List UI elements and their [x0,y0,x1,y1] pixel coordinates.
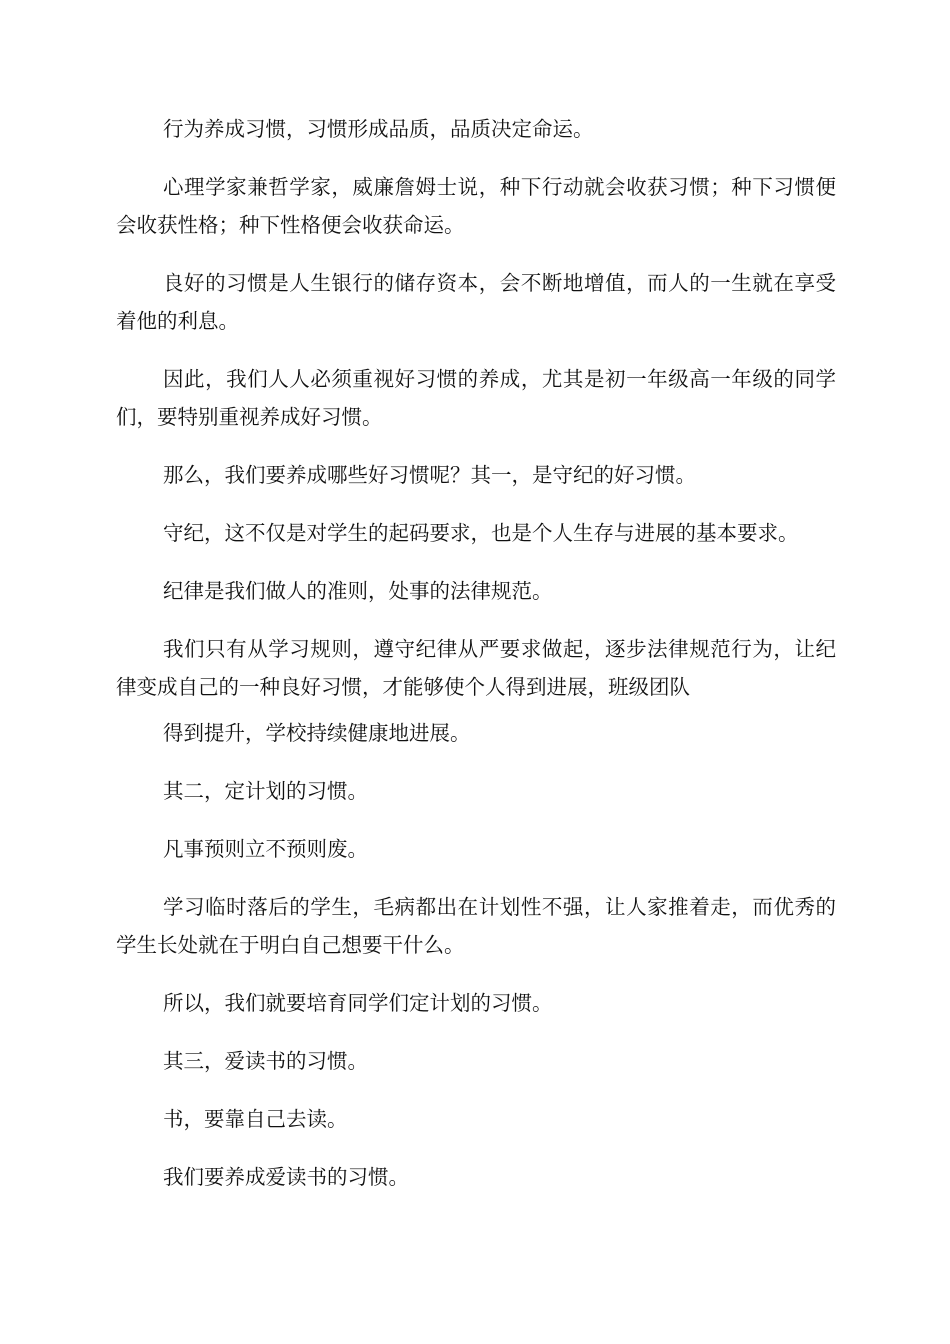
paragraph-7: 纪律是我们做人的准则，处事的法律规范。 [163,579,553,603]
paragraph-14: 其三，爱读书的习惯。 [163,1049,368,1073]
paragraph-2: 心理学家兼哲学家，威廉詹姆士说，种下行动就会收获习惯；种下习惯便会收获性格；种下性格便会收获命运。 [116,175,836,237]
paragraph-10: 其二，定计划的习惯。 [163,779,368,803]
paragraph-5: 那么，我们要养成哪些好习惯呢？其一，是守纪的好习惯。 [163,463,696,487]
paragraph-12: 学习临时落后的学生，毛病都出在计划性不强，让人家推着走，而优秀的学生长处就在于明白自己想要干什么。 [116,895,836,957]
paragraph-16: 我们要养成爱读书的习惯。 [163,1165,409,1189]
paragraph-6: 守纪，这不仅是对学生的起码要求，也是个人生存与进展的基本要求。 [163,521,799,545]
paragraph-15: 书，要靠自己去读。 [163,1107,348,1131]
paragraph-4: 因此，我们人人必须重视好习惯的养成，尤其是初一年级高一年级的同学们，要特别重视养成好习惯。 [116,367,836,429]
document-body [116,110,836,1216]
paragraph-13: 所以，我们就要培育同学们定计划的习惯。 [163,991,553,1015]
paragraph-9: 得到提升，学校持续健康地进展。 [163,721,471,745]
paragraph-3: 良好的习惯是人生银行的储存资本，会不断地增值，而人的一生就在享受着他的利息。 [116,271,836,333]
paragraph-8: 我们只有从学习规则，遵守纪律从严要求做起，逐步法律规范行为，让纪律变成自己的一种良好习惯，才能够使个人得到进展，班级团队 [116,637,836,699]
paragraph-11: 凡事预则立不预则废。 [163,837,368,861]
paragraph-1: 行为养成习惯，习惯形成品质，品质决定命运。 [163,117,594,141]
